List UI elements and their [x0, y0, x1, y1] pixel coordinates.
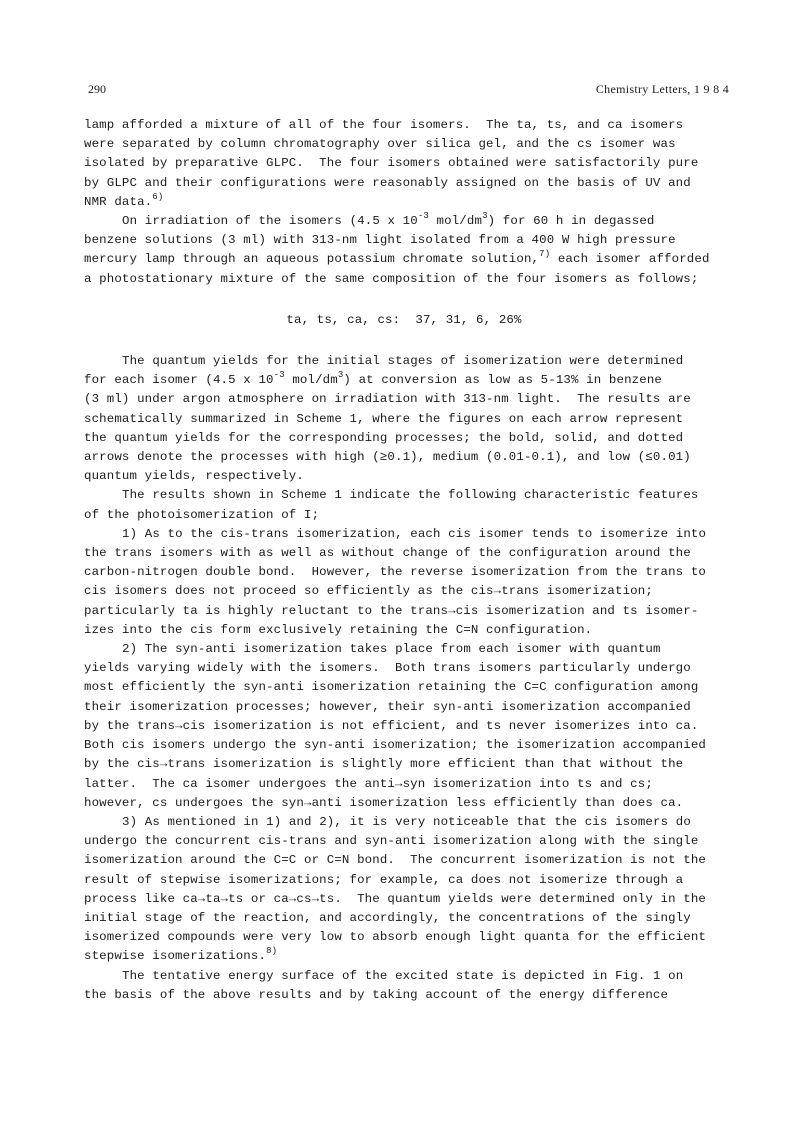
text-line: by GLPC and their configurations were reasonably assigned on the basis of UV and [84, 175, 691, 190]
text-line: arrows denote the processes with high (≥0.1), medium (0.01-0.1), and low (≤0.01) [84, 450, 691, 465]
text-line: were separated by column chromatography over silica gel, and the cs isomer was [84, 137, 676, 152]
text-line: particularly ta is highly reluctant to the trans→cis isomerization and ts isomer- [84, 603, 699, 618]
exponent: -3 [417, 211, 429, 222]
text-fragment: for each isomer (4.5 x 10 [84, 373, 274, 388]
running-header: Chemistry Letters, 1 9 8 4 [595, 82, 729, 96]
text-fragment: On irradiation of the isomers (4.5 x 10 [122, 214, 418, 229]
text-line: a photostationary mixture of the same composition of the four isomers as follows; [84, 271, 699, 286]
text-line: benzene solutions (3 ml) with 313-nm light isolated from a 400 W high pressure [84, 233, 676, 248]
text-line: Both cis isomers undergo the syn-anti isomerization; the isomerization accompanied [84, 738, 707, 753]
text-line: lamp afforded a mixture of all of the four isomers. The ta, ts, and ca isomers [84, 118, 684, 132]
text-line: the quantum yields for the corresponding processes; the bold, solid, and dotted [84, 430, 684, 445]
text-line: their isomerization processes; however, their syn-anti isomerization accompanied [84, 699, 691, 714]
text-line: initial stage of the reaction, and accordingly, the concentrations of the singly [84, 910, 691, 925]
reference-7: 7) [539, 249, 551, 260]
text-fragment: stepwise isomerizations. [84, 949, 267, 964]
text-line: The tentative energy surface of the excited state is depicted in Fig. 1 on [122, 968, 684, 983]
page-number: 290 [88, 82, 106, 96]
text-line [84, 371, 724, 390]
text-line: isolated by preparative GLPC. The four isomers obtained were satisfactorily pure [84, 156, 699, 171]
exponent: 3 [337, 370, 344, 381]
text-line [84, 212, 724, 231]
text-line: cis isomers does not proceed so efficiently as the cis→trans isomerization; [84, 584, 653, 599]
text-line [84, 250, 724, 269]
text-line: result of stepwise isomerizations; for example, ca does not isomerize through a [84, 872, 684, 887]
text-line: isomerization around the C=C or C=N bond. The concurrent isomerization is not the [84, 853, 707, 868]
text-line: undergo the concurrent cis-trans and syn-anti isomerization along with the single [84, 834, 699, 849]
exponent: -3 [273, 370, 285, 381]
text-fragment: mol/dm [284, 373, 338, 388]
text-line: The quantum yields for the initial stages of isomerization were determined [122, 354, 684, 369]
article-body [84, 116, 724, 1005]
text-line: 2) The syn-anti isomerization takes place from each isomer with quantum [122, 642, 661, 657]
text-line: schematically summarized in Scheme 1, where the figures on each arrow represent [84, 411, 684, 426]
reference-6: 6) [152, 191, 164, 202]
composition-line: ta, ts, ca, cs: 37, 31, 6, 26% [286, 312, 522, 327]
text-fragment: ) at conversion as low as 5-13% in benzene [343, 373, 663, 388]
text-line: The results shown in Scheme 1 indicate the following characteristic features [122, 488, 699, 503]
text-line: the trans isomers with as well as without change of the configuration around the [84, 546, 691, 561]
text-line: however, cs undergoes the syn→anti isomerization less efficiently than does ca. [84, 795, 684, 810]
text-line: 1) As to the cis-trans isomerization, each cis isomer tends to isomerize into [122, 526, 707, 541]
text-fragment: each isomer afforded [550, 252, 710, 267]
text-fragment: NMR data. [84, 194, 153, 209]
text-line: process like ca→ta→ts or ca→cs→ts. The quantum yields were determined only in the [84, 891, 707, 906]
text-fragment: ) for 60 h in degassed [487, 214, 655, 229]
text-line: by the cis→trans isomerization is slightly more efficient than that without the [84, 757, 684, 772]
text-line [84, 947, 724, 966]
text-line: of the photoisomerization of I; [84, 507, 320, 522]
text-line [84, 193, 724, 212]
text-line: quantum yields, respectively. [84, 469, 304, 484]
text-line: (3 ml) under argon atmosphere on irradiation with 313-nm light. The results are [84, 392, 691, 407]
text-fragment: mol/dm [428, 214, 483, 229]
exponent: 3 [482, 211, 488, 222]
text-line: yields varying widely with the isomers. Both trans isomers particularly undergo [84, 661, 691, 676]
text-line: isomerized compounds were very low to absorb enough light quanta for the efficient [84, 930, 707, 945]
text-line: latter. The ca isomer undergoes the anti→syn isomerization into ts and cs; [84, 776, 653, 791]
text-line: by the trans→cis isomerization is not efficient, and ts never isomerizes into ca. [84, 718, 699, 733]
text-line: most efficiently the syn-anti isomerization retaining the C=C configuration among [84, 680, 699, 695]
text-line: 3) As mentioned in 1) and 2), it is very noticeable that the cis isomers do [122, 814, 691, 829]
text-line: carbon-nitrogen double bond. However, the reverse isomerization from the trans to [84, 565, 707, 580]
text-fragment: mercury lamp through an aqueous potassium chromate solution, [84, 252, 540, 267]
reference-8: 8) [266, 946, 278, 957]
text-line: the basis of the above results and by taking account of the energy difference [84, 987, 669, 1002]
text-line: izes into the cis form exclusively retaining the C=N configuration. [84, 622, 593, 637]
